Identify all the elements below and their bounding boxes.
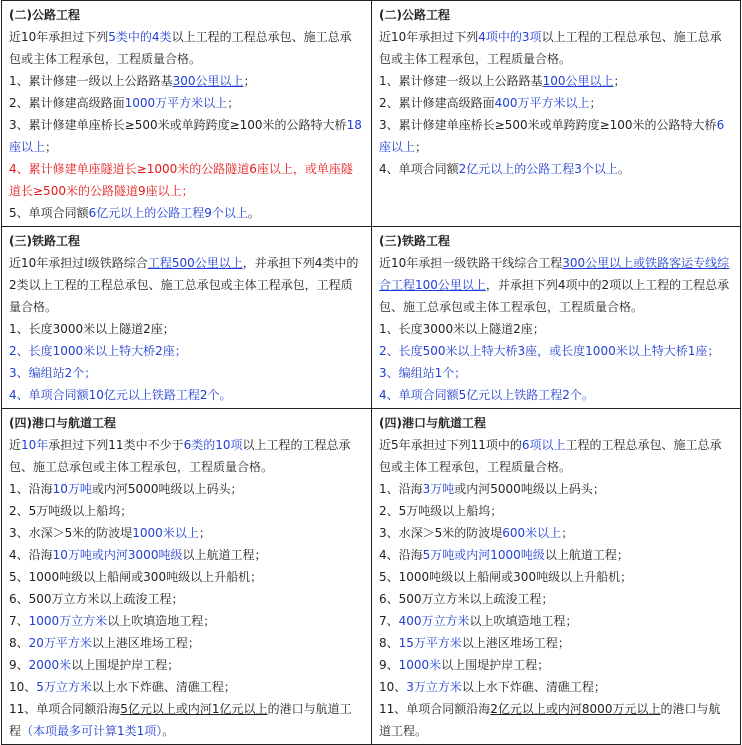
text-run: 2、累计修建高级路面 (379, 96, 495, 110)
text-run: ，并承担下列4类中的2类以上工程的工程总承包、施工总承包或主体工程承包，工程质量合格。 (9, 256, 359, 314)
text-run: 以上围堤护岸工程； (71, 658, 180, 672)
text-run: 400万立方米 (398, 614, 470, 628)
text-run: 1000万立方米 (28, 614, 108, 628)
text-run: 承担过下列11类中不少于 (48, 438, 184, 452)
text-run: 5、1000吨级以上船闸或300吨级以上升船机； (379, 570, 633, 584)
text-run: 8、 (379, 636, 399, 650)
heading-text: (四)港口与航道工程 (9, 416, 116, 430)
text-run: 近 (9, 438, 22, 452)
text-run: 20万平方米 (28, 636, 92, 650)
requirement-line (379, 70, 732, 92)
requirement-line (379, 340, 732, 362)
text-run: 工程500公里以上 (147, 256, 243, 270)
heading-text: (三)铁路工程 (9, 234, 80, 248)
section-heading (9, 4, 363, 26)
text-run: 10万吨或内河3000吨级 (52, 548, 183, 562)
text-run: 。 (162, 724, 175, 738)
requirement-line (9, 114, 363, 158)
requirement-line (379, 114, 732, 158)
text-run: 6亿元以上的公路工程9个以上 (88, 206, 248, 220)
requirement-line (9, 158, 363, 202)
text-run: 4、单项合同额5亿元以上铁路工程2个。 (379, 388, 594, 402)
text-run: 近5年承担过下列11项中的 (379, 438, 522, 452)
text-run: 以上工程的工程总承包、施工总承包或主体工程承包，工程质量合格。 (379, 30, 722, 66)
cell-right (372, 1, 741, 227)
text-run: ； (613, 74, 626, 88)
text-run: ； (227, 96, 240, 110)
text-run: 1、沿海 (9, 482, 53, 496)
requirement-line (379, 610, 732, 632)
heading-text: (二)公路工程 (379, 8, 450, 22)
section-row-railway (2, 227, 741, 409)
text-run: 以上工程的工程总承包、施工总承包或主体工程承包，工程质量合格。 (9, 30, 352, 66)
requirement-line (379, 26, 732, 70)
text-run: 5亿元以上或内河1亿元以上 (120, 702, 268, 716)
text-run: 3、水深＞5米的防波堤 (379, 526, 503, 540)
text-run: 10万吨 (52, 482, 92, 496)
text-run: 近10年承担过I级铁路综合 (9, 256, 148, 270)
text-run: 4、沿海 (9, 548, 53, 562)
text-run: 6、500万立方米以上疏浚工程； (9, 592, 184, 606)
text-run: 4项中的3项 (478, 30, 542, 44)
requirement-line (9, 522, 363, 544)
text-run: 1、长度3000米以上隧道2座； (9, 322, 175, 336)
text-run: 2亿元以上的公路工程3个以上 (458, 162, 618, 176)
section-heading (379, 4, 732, 26)
requirement-line (9, 478, 363, 500)
text-run: 以上吹填造地工程； (107, 614, 216, 628)
text-run: 5万吨或内河1000吨级 (422, 548, 545, 562)
requirement-line (9, 500, 363, 522)
requirement-line (9, 362, 363, 384)
text-run: 2、长度1000米以上特大桥2座； (9, 344, 187, 358)
text-run: 3、编组站2个； (9, 366, 97, 380)
text-run: 2亿元以上或内河8000万元以上 (490, 702, 661, 716)
text-run: 3、累计修建单座桥长≥500米或单跨跨度≥100米的公路特大桥 (9, 118, 347, 132)
text-run: 以上航道工程； (544, 548, 629, 562)
text-run: 6座以上 (379, 118, 725, 154)
text-run: 9、 (9, 658, 29, 672)
text-run: ； (561, 526, 574, 540)
text-run: 400万平方米以上 (494, 96, 590, 110)
text-run: 2、累计修建高级路面 (9, 96, 125, 110)
text-run: 7、 (379, 614, 399, 628)
text-run: 以上吹填造地工程； (469, 614, 578, 628)
section-heading (379, 412, 732, 434)
requirement-line (379, 500, 732, 522)
text-run: 1000米 (398, 658, 442, 672)
text-run: 1000米以上 (132, 526, 199, 540)
requirement-line (9, 566, 363, 588)
requirement-line (9, 252, 363, 318)
text-run: 3、编组站1个； (379, 366, 467, 380)
text-run: 以上工程的工程总承包、施工总承包或主体工程承包，工程质量合格。 (9, 438, 351, 474)
text-run: 4、沿海 (379, 548, 423, 562)
text-run: 以上围堤护岸工程； (441, 658, 550, 672)
text-run: 6类的10项 (183, 438, 243, 452)
cell-left (2, 227, 372, 409)
text-run: 1、沿海 (379, 482, 423, 496)
text-run: 5、单项合同额 (9, 206, 89, 220)
requirement-line (9, 654, 363, 676)
text-run: 7、 (9, 614, 29, 628)
text-run: 2、5万吨级以上船坞； (379, 504, 503, 518)
heading-text: (三)铁路工程 (379, 234, 450, 248)
text-run: 9、 (379, 658, 399, 672)
requirement-line (379, 252, 732, 318)
requirement-line (379, 544, 732, 566)
requirement-line (379, 478, 732, 500)
text-run: 18座以上 (9, 118, 362, 154)
text-run: 近10年承担过下列 (379, 30, 479, 44)
text-run: 6项以上 (521, 438, 566, 452)
text-run: 。 (617, 162, 630, 176)
text-run: 5、1000吨级以上船闸或300吨级以上升船机； (9, 570, 263, 584)
requirement-line (379, 676, 732, 698)
section-heading (9, 230, 363, 252)
requirement-line (9, 318, 363, 340)
requirement-line (9, 632, 363, 654)
text-run: 2、长度500米以上特大桥3座，或长度1000米以上特大桥1座； (379, 344, 720, 358)
text-run: 1、累计修建一级以上公路路基 (9, 74, 173, 88)
requirement-line (9, 202, 363, 224)
heading-text: (四)港口与航道工程 (379, 416, 486, 430)
text-run: 4、单项合同额10亿元以上铁路工程2个。 (9, 388, 232, 402)
requirement-line (9, 434, 363, 478)
text-run: 11、单项合同额沿海 (379, 702, 491, 716)
requirement-line (379, 522, 732, 544)
text-run: 。 (247, 206, 260, 220)
text-run: ； (415, 140, 428, 154)
heading-text: (二)公路工程 (9, 8, 80, 22)
requirement-line (9, 26, 363, 70)
cell-right (372, 409, 741, 745)
text-run: 1、累计修建一级以上公路路基 (379, 74, 543, 88)
text-run: ，并承担下列4项中的2项以上工程的工程总承包、施工总承包或主体工程承包，工程质量合格。 (379, 278, 730, 314)
text-run: 3、水深＞5米的防波堤 (9, 526, 133, 540)
section-row-highway (2, 1, 741, 227)
text-run: 15万平方米 (398, 636, 462, 650)
text-run: 4、累计修建单座隧道长≥1000米的公路隧道6座以上，或单座隧道长≥500米的公路隧道9座以上； (9, 162, 353, 198)
text-run: 3万立方米 (406, 680, 462, 694)
requirement-line (9, 384, 363, 406)
cell-left (2, 1, 372, 227)
text-run: 300公里以上或铁路客运专线综合工程100公里以上 (379, 256, 730, 292)
text-run: 的港口与航道工程。 (379, 702, 721, 738)
text-run: 3、累计修建单座桥长≥500米或单跨跨度≥100米的公路特大桥 (379, 118, 717, 132)
requirement-line (9, 676, 363, 698)
requirement-line (379, 654, 732, 676)
text-run: 的港口与航道工程 (9, 702, 352, 738)
requirement-line (379, 698, 732, 742)
text-run: 8、 (9, 636, 29, 650)
text-run: ； (589, 96, 602, 110)
text-run: 5类中的4类 (108, 30, 172, 44)
text-run: 或内河5000吨级以上码头； (91, 482, 243, 496)
text-run: 以上水下炸礁、清礁工程； (461, 680, 606, 694)
text-run: ； (243, 74, 256, 88)
text-run: 1、长度3000米以上隧道2座； (379, 322, 545, 336)
requirement-line (9, 70, 363, 92)
text-run: 1000万平方米以上 (124, 96, 228, 110)
text-run: 10、 (379, 680, 407, 694)
text-run: 300公里以上 (172, 74, 244, 88)
requirement-line (9, 92, 363, 114)
requirement-line (9, 588, 363, 610)
section-row-port-waterway (2, 409, 741, 745)
section-heading (379, 230, 732, 252)
requirement-line (379, 362, 732, 384)
text-run: 以上水下炸礁、清礁工程； (91, 680, 236, 694)
requirement-line (379, 158, 732, 180)
requirement-line (379, 632, 732, 654)
text-run: 工程的工程总承包、施工总承包或主体工程承包，工程质量合格。 (379, 438, 722, 474)
requirement-line (379, 92, 732, 114)
text-run: 10、 (9, 680, 37, 694)
requirement-line (379, 588, 732, 610)
text-run: 5万立方米 (36, 680, 92, 694)
requirement-line (379, 318, 732, 340)
text-run: （本项最多可计算1类1项） (21, 724, 163, 738)
section-heading (9, 412, 363, 434)
text-run: 以上航道工程； (182, 548, 267, 562)
text-run: 2000米 (28, 658, 72, 672)
requirement-line (379, 434, 732, 478)
text-run: 10年 (21, 438, 49, 452)
requirement-line (379, 384, 732, 406)
requirement-line (9, 698, 363, 742)
requirement-line (9, 340, 363, 362)
cell-left (2, 409, 372, 745)
text-run: 或内河5000吨级以上码头； (454, 482, 605, 496)
text-run: 100公里以上 (542, 74, 614, 88)
text-run: 以上港区堆场工程； (461, 636, 570, 650)
text-run: ； (45, 140, 58, 154)
text-run: 2、5万吨级以上船坞； (9, 504, 133, 518)
text-run: 11、单项合同额沿海 (9, 702, 121, 716)
requirement-line (9, 544, 363, 566)
text-run: ； (198, 526, 211, 540)
text-run: 6、500万立方米以上疏浚工程； (379, 592, 554, 606)
text-run: 以上港区堆场工程； (91, 636, 200, 650)
cell-right (372, 227, 741, 409)
text-run: 近10年承担过下列 (9, 30, 109, 44)
text-run: 600米以上 (502, 526, 562, 540)
requirement-line (379, 566, 732, 588)
text-run: 4、单项合同额 (379, 162, 459, 176)
comparison-table (1, 0, 741, 745)
requirement-line (9, 610, 363, 632)
text-run: 近10年承担一级铁路干线综合工程 (379, 256, 563, 270)
text-run: 3万吨 (422, 482, 455, 496)
